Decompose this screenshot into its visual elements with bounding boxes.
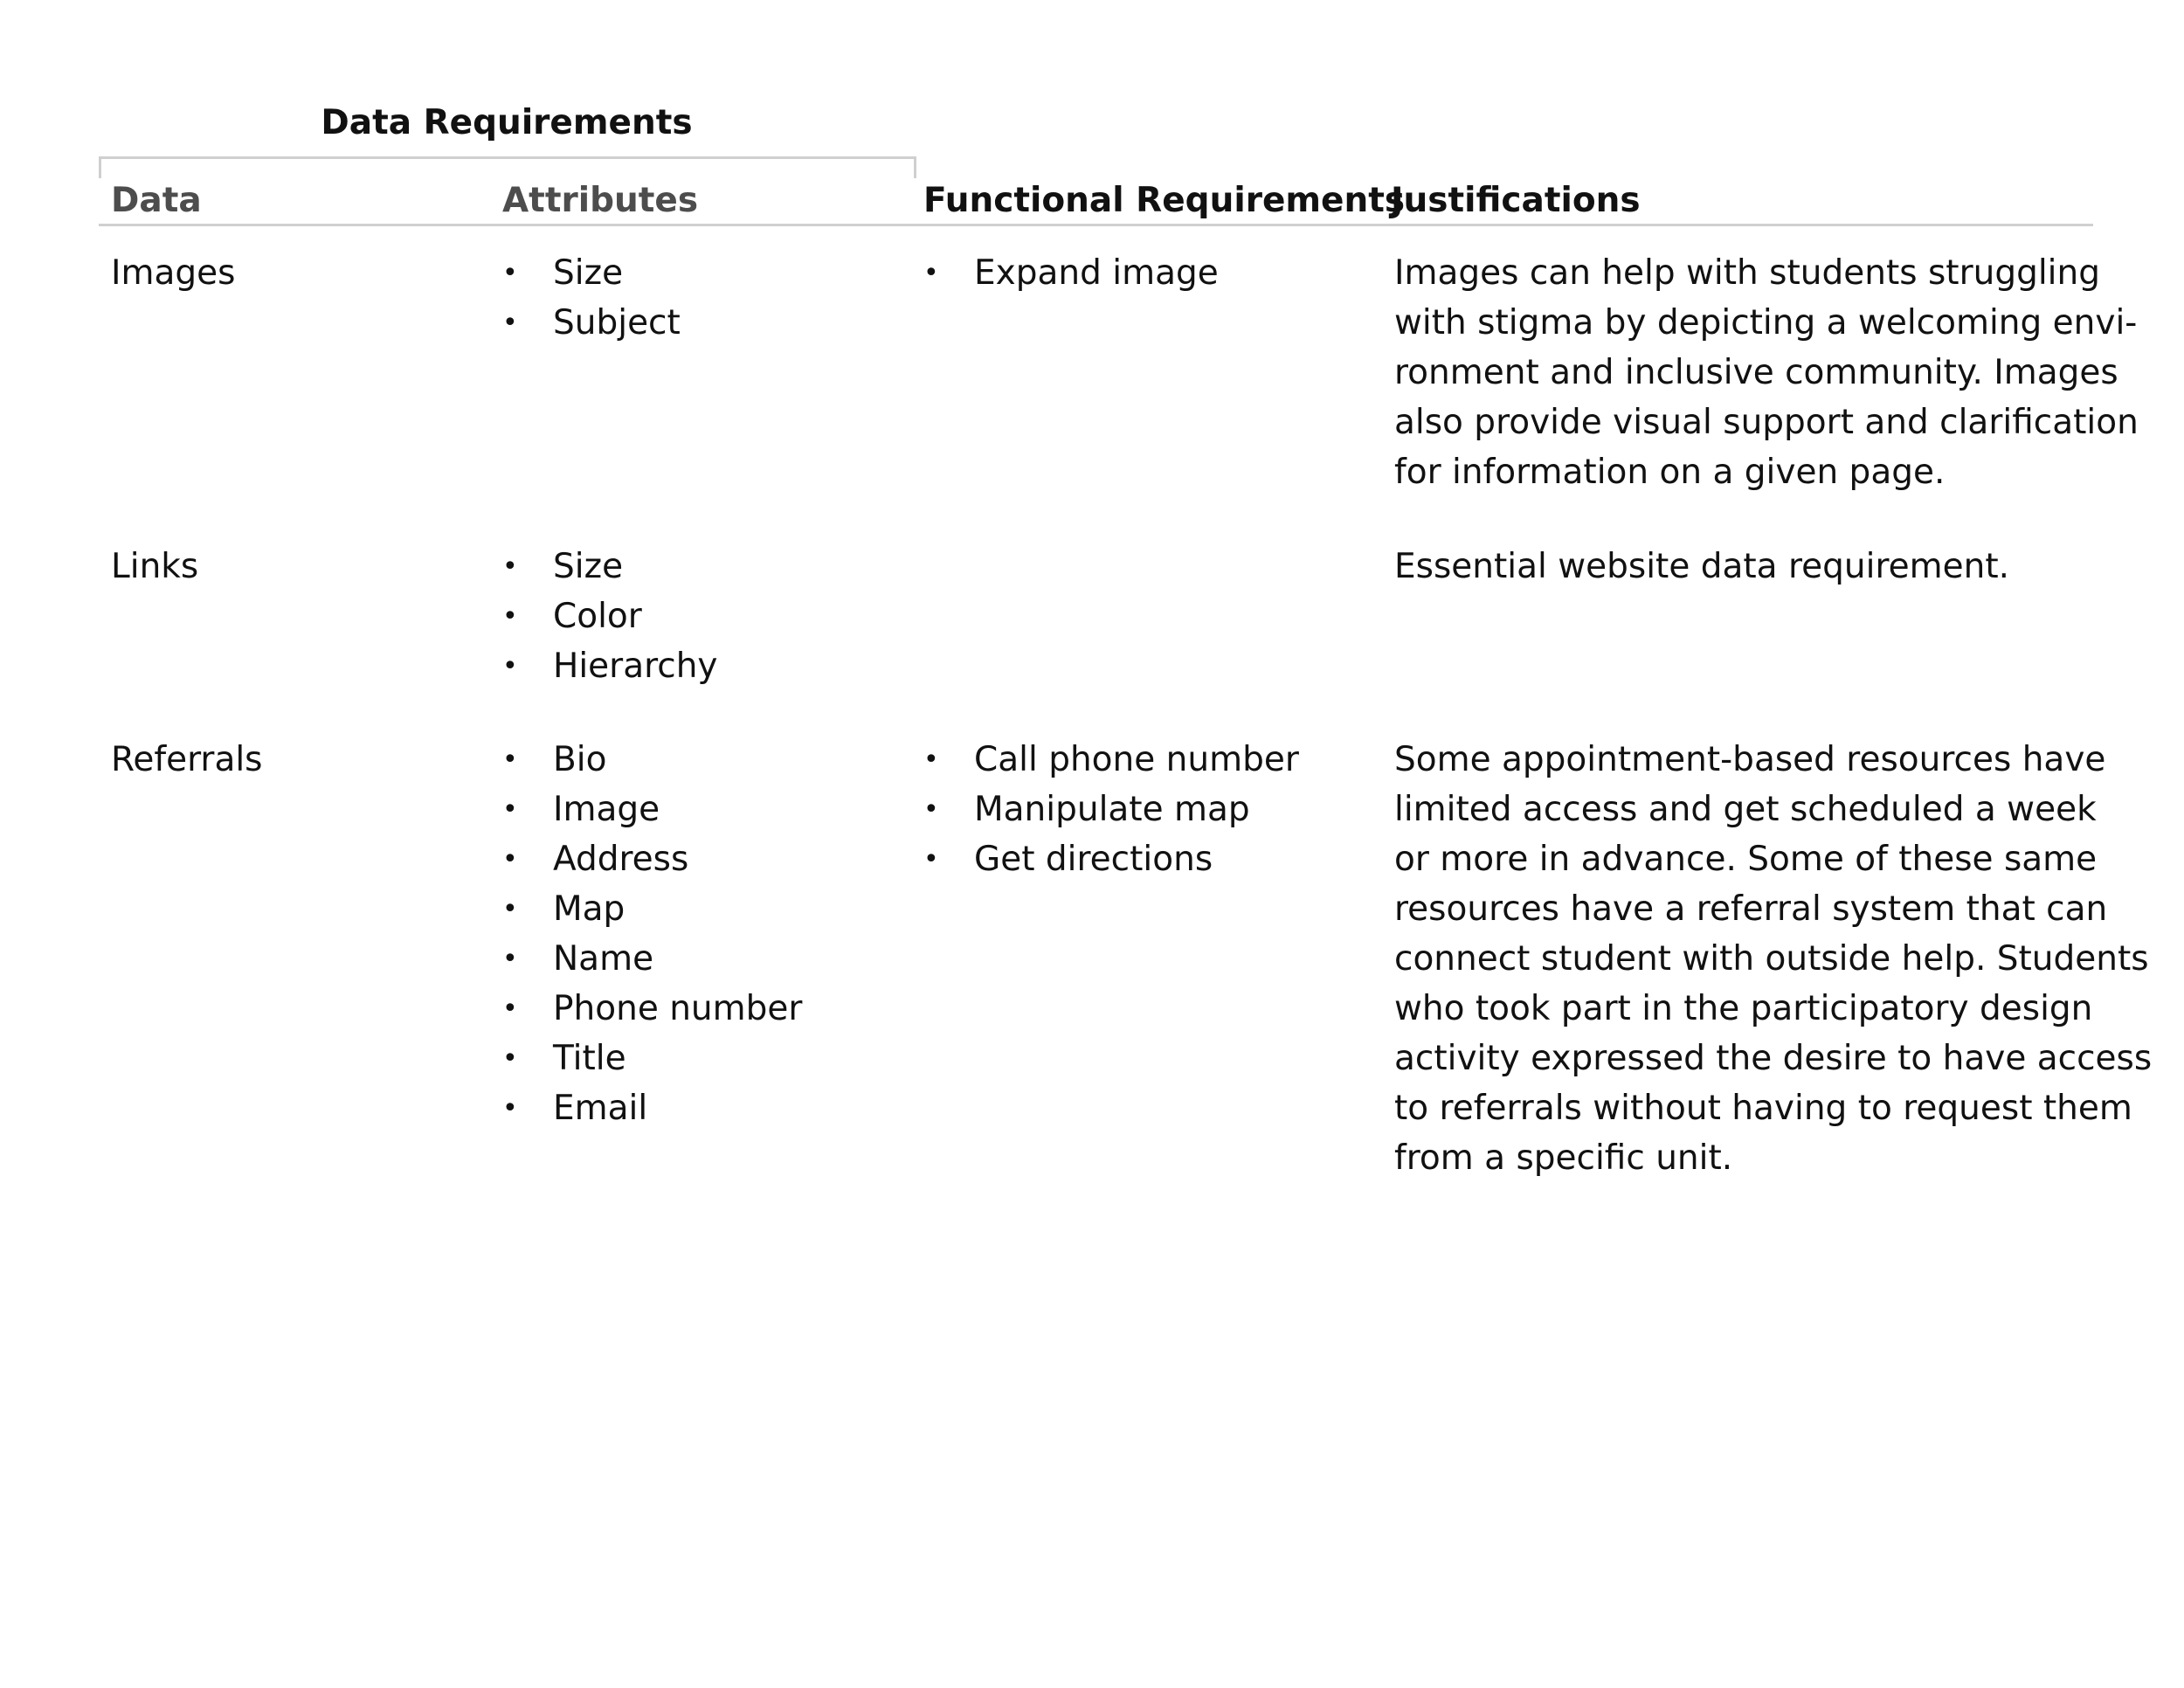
group-bracket (99, 156, 916, 178)
row-data-label: Links (111, 547, 199, 586)
bullet-icon: • (502, 551, 518, 582)
row-functional-requirements (923, 735, 1299, 884)
bullet-icon: • (502, 1093, 518, 1124)
bullet-icon: • (923, 844, 939, 875)
group-title: Data Requirements (321, 103, 693, 142)
list-item: • Image (502, 785, 802, 834)
bullet-icon: • (923, 794, 939, 825)
row-functional-requirements (923, 248, 1219, 298)
bullet-icon: • (923, 744, 939, 775)
list-item: • Hierarchy (502, 641, 718, 691)
header-justifications: Justifications (1391, 181, 1641, 220)
row-data-label: Images (111, 253, 236, 293)
list-item: • Bio (502, 735, 802, 785)
row-attributes (502, 542, 718, 691)
bullet-icon: • (502, 794, 518, 825)
list-item: • Expand image (923, 248, 1219, 298)
list-item: • Size (502, 542, 718, 591)
bullet-icon: • (502, 993, 518, 1024)
list-item: • Email (502, 1083, 802, 1133)
bullet-icon: • (502, 308, 518, 338)
list-item: • Address (502, 834, 802, 884)
row-data-label: Referrals (111, 740, 263, 779)
row-attributes (502, 735, 802, 1133)
bullet-icon: • (502, 601, 518, 632)
list-item: • Size (502, 248, 681, 298)
row-justification: Some appointment-based resources have limited access and get scheduled a week or more in advance. Some of these same resources have a referral system that can connect student with outside help. Students who took part in the participatory design activity expressed the desire to have access to referrals without having to request them from a specific unit. (1394, 740, 2153, 1178)
bullet-icon: • (502, 258, 518, 288)
bullet-icon: • (502, 1043, 518, 1074)
list-item: • Subject (502, 298, 681, 348)
list-item: • Get directions (923, 834, 1299, 884)
list-item: • Phone number (502, 984, 802, 1034)
row-justification: Essential website data requirement. (1394, 547, 2010, 586)
list-item: • Title (502, 1034, 802, 1083)
bullet-icon: • (502, 894, 518, 924)
bullet-icon: • (502, 944, 518, 974)
bullet-icon: • (502, 651, 518, 681)
list-item: • Map (502, 884, 802, 934)
header-attributes: Attributes (502, 181, 699, 220)
header-functional-requirements: Functional Requirements (923, 181, 1406, 220)
bullet-icon: • (502, 744, 518, 775)
row-attributes (502, 248, 681, 348)
header-data: Data (111, 181, 202, 220)
list-item: • Call phone number (923, 735, 1299, 785)
bullet-icon: • (923, 258, 939, 288)
bullet-icon: • (502, 844, 518, 875)
list-item: • Name (502, 934, 802, 984)
header-rule (99, 224, 2093, 226)
list-item: • Manipulate map (923, 785, 1299, 834)
list-item: • Color (502, 591, 718, 641)
row-justification: Images can help with students struggling with stigma by depicting a welcoming envi- ronment and inclusive community. Images also provide visual support and clarification for information on a given page. (1394, 253, 2139, 492)
